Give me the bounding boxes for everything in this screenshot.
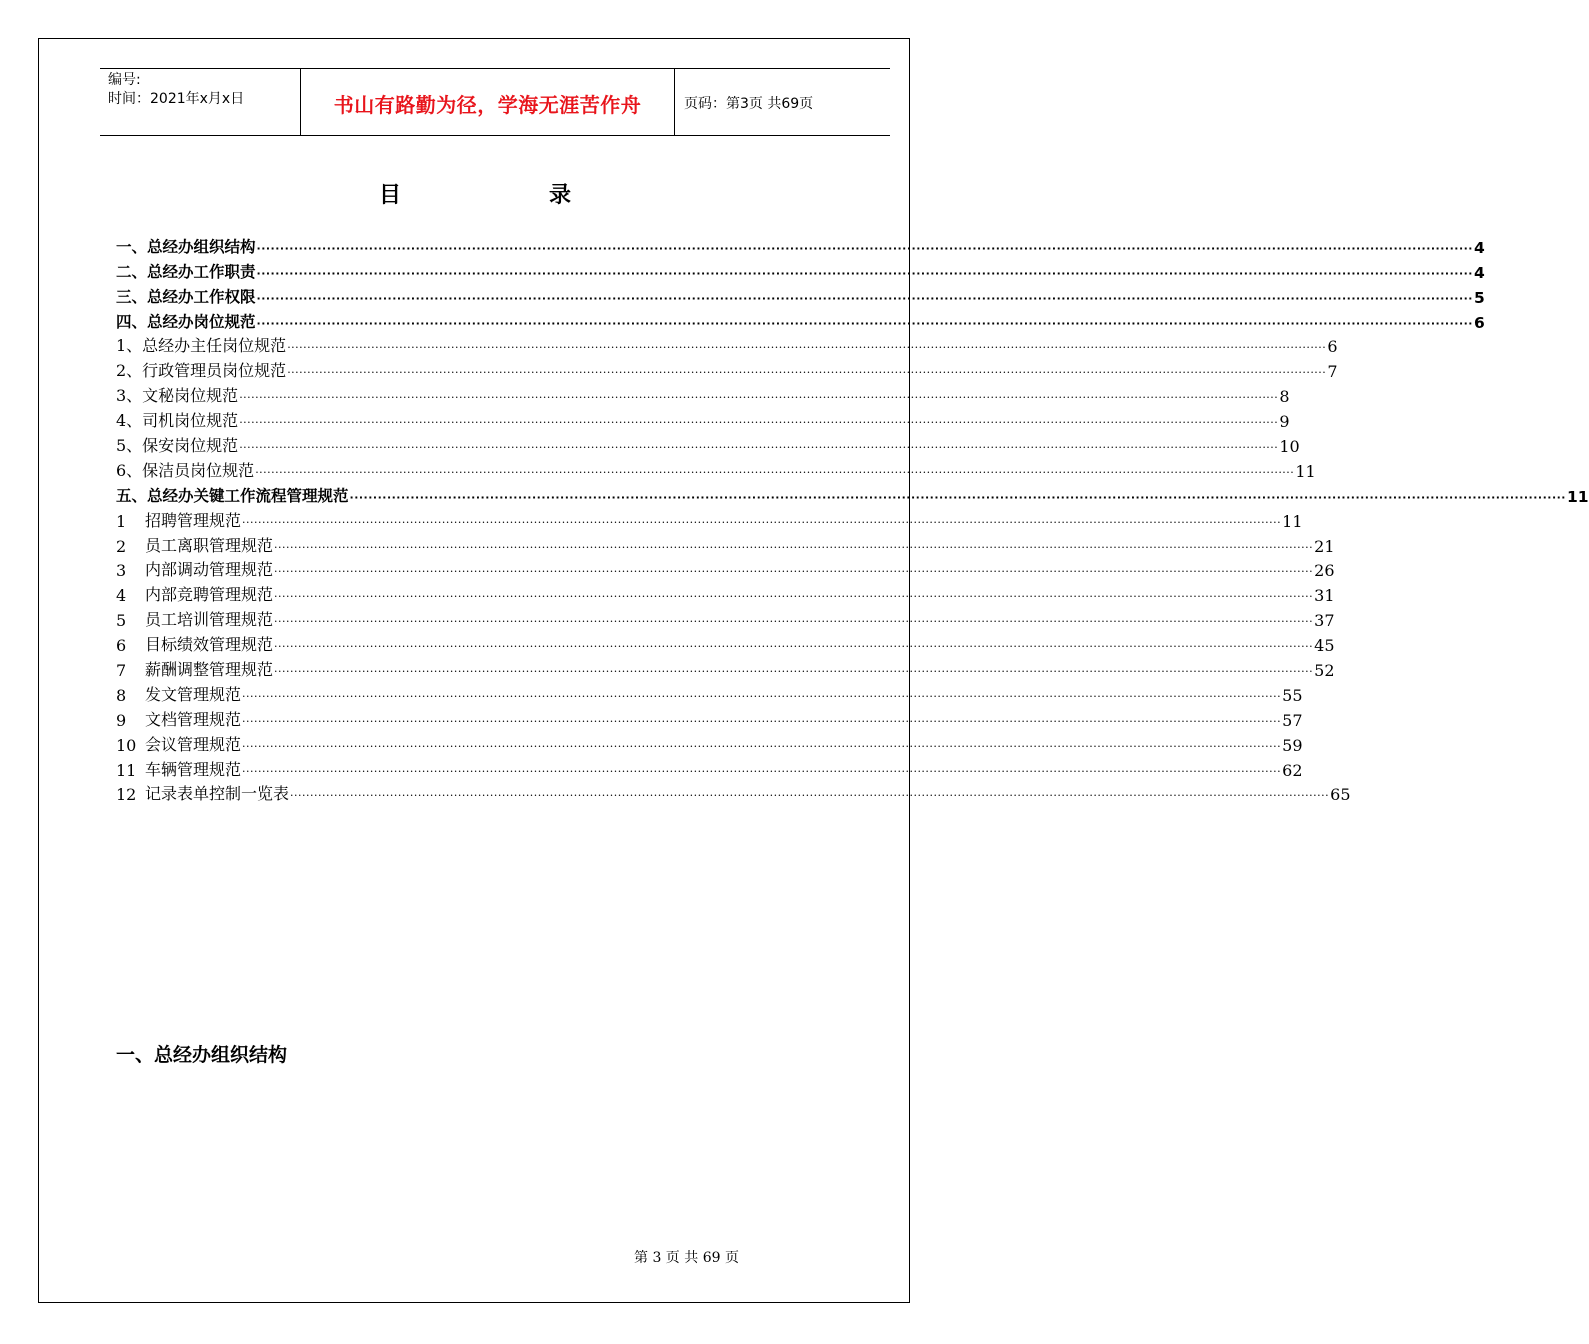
- toc-entry-label: 一、总经办组织结构: [116, 237, 256, 256]
- toc-leader-dots: ····································································································································································································································································: [274, 565, 1314, 579]
- toc-entry[interactable]: [116, 655, 1335, 681]
- toc-entry-number: 6: [116, 636, 127, 656]
- toc-entry-label: 4、司机岗位规范: [116, 411, 239, 431]
- toc-entry-page: 8: [1279, 387, 1290, 407]
- toc-entry[interactable]: [116, 630, 1335, 656]
- toc-entry-number: 1: [116, 511, 127, 531]
- toc-entry-label: 五、总经办关键工作流程管理规范: [116, 486, 349, 505]
- toc-entry-label: 记录表单控制一览表: [145, 784, 290, 804]
- toc-entry-page: 5: [1473, 288, 1485, 307]
- toc-entry-label: 文档管理规范: [145, 709, 242, 729]
- toc-title: 目录: [378, 183, 719, 208]
- toc-entry-label: 目标绩效管理规范: [145, 635, 274, 655]
- toc-entry-page: 11: [1282, 511, 1303, 531]
- toc-entry-page: 52: [1314, 661, 1335, 681]
- toc-leader-dots: ····································································································································································································································································: [242, 689, 1282, 703]
- toc-entry-page: 6: [1327, 337, 1338, 357]
- section-heading: 一、总经办组织结构: [116, 1044, 288, 1066]
- toc-entry-label: 3、文秘岗位规范: [116, 386, 239, 406]
- toc-entry[interactable]: [116, 456, 1316, 481]
- toc-entry[interactable]: [116, 257, 1485, 282]
- toc-entry-page: 57: [1282, 710, 1303, 730]
- toc-leader-dots: ····································································································································································································································································: [242, 714, 1282, 728]
- toc-entry[interactable]: [116, 381, 1290, 407]
- toc-entry-page: 7: [1327, 362, 1338, 382]
- toc-entry-page: 62: [1282, 760, 1303, 780]
- toc-leader-dots: ····································································································································································································································································: [256, 241, 1473, 255]
- header-motto: 书山有路勤为径，学海无涯苦作舟: [333, 93, 642, 117]
- toc-entry-label: 员工离职管理规范: [145, 535, 274, 555]
- toc-entry-page: 65: [1330, 785, 1351, 805]
- toc-entry-page: 11: [1566, 487, 1589, 506]
- toc-leader-dots: ····································································································································································································································································: [242, 739, 1282, 753]
- toc-entry-page: 4: [1473, 263, 1485, 282]
- toc-entry[interactable]: [116, 332, 1338, 357]
- toc-entry-page: 4: [1473, 238, 1485, 257]
- toc-entry[interactable]: [116, 431, 1300, 457]
- toc-entry-label: 三、总经办工作权限: [116, 287, 256, 306]
- toc-entry-page: 21: [1314, 536, 1335, 556]
- toc-leader-dots: ····································································································································································································································································: [242, 515, 1282, 529]
- toc-entry-number: 5: [116, 611, 127, 631]
- toc-entry-page: 6: [1473, 313, 1485, 332]
- toc-leader-dots: ····································································································································································································································································: [239, 391, 1279, 405]
- toc-entry[interactable]: [116, 755, 1303, 780]
- toc-entry-page: 37: [1314, 611, 1335, 631]
- toc-entry-label: 内部调动管理规范: [145, 560, 274, 580]
- toc-leader-dots: ····································································································································································································································································: [256, 266, 1473, 280]
- toc-entry-number: 3: [116, 561, 127, 581]
- toc-leader-dots: ····································································································································································································································································: [256, 291, 1473, 305]
- header-divider: [674, 69, 675, 135]
- toc-leader-dots: ····································································································································································································································································: [287, 366, 1327, 380]
- toc-entry-page: 45: [1314, 636, 1335, 656]
- toc-leader-dots: ····································································································································································································································································: [239, 416, 1279, 430]
- toc-entry[interactable]: [116, 556, 1335, 581]
- toc-entry[interactable]: [116, 506, 1303, 531]
- serial-label: 编号:: [108, 72, 141, 88]
- toc-entry[interactable]: [116, 307, 1485, 332]
- toc-entry-page: 26: [1314, 561, 1335, 581]
- toc-entry[interactable]: [116, 282, 1485, 307]
- toc-leader-dots: ····································································································································································································································································: [274, 615, 1314, 629]
- toc-entry-number: 7: [116, 661, 127, 681]
- header-page-label: 页码：第3页 共69页: [684, 96, 814, 112]
- toc-leader-dots: ····································································································································································································································································: [256, 316, 1473, 330]
- toc-entry-page: 11: [1295, 461, 1316, 481]
- toc-entry-number: 8: [116, 685, 127, 705]
- toc-entry-page: 31: [1314, 586, 1335, 606]
- toc-entry-number: 4: [116, 586, 127, 606]
- toc-entry[interactable]: [116, 780, 1351, 805]
- toc-entry[interactable]: [116, 680, 1303, 705]
- time-label: 时间：2021年x月x日: [108, 91, 245, 107]
- toc-entry[interactable]: [116, 356, 1338, 382]
- toc-entry-number: 9: [116, 710, 127, 730]
- toc-entry-number: 11: [116, 760, 137, 780]
- toc-entry-number: 2: [116, 536, 127, 556]
- toc-entry-label: 招聘管理规范: [145, 510, 242, 530]
- toc-entry-label: 二、总经办工作职责: [116, 262, 256, 281]
- toc-leader-dots: ····································································································································································································································································: [274, 540, 1314, 554]
- toc-entry-page: 9: [1279, 412, 1290, 432]
- toc-leader-dots: ····································································································································································································································································: [242, 764, 1282, 778]
- toc-entry-label: 6、保洁员岗位规范: [116, 460, 255, 480]
- page-footer: 第 3 页 共 69 页: [634, 1250, 739, 1266]
- toc-entry-label: 2、行政管理员岗位规范: [116, 361, 287, 381]
- toc-leader-dots: ····································································································································································································································································: [274, 640, 1314, 654]
- toc-leader-dots: ····································································································································································································································································: [274, 590, 1314, 604]
- table-of-contents: [116, 232, 1589, 805]
- toc-entry-page: 10: [1279, 437, 1300, 457]
- toc-entry-label: 薪酬调整管理规范: [145, 660, 274, 680]
- toc-entry[interactable]: [116, 481, 1589, 506]
- toc-leader-dots: ····································································································································································································································································: [274, 665, 1314, 679]
- toc-entry-label: 会议管理规范: [145, 734, 242, 754]
- toc-entry-label: 内部竞聘管理规范: [145, 585, 274, 605]
- toc-entry-number: 10: [116, 735, 137, 755]
- toc-leader-dots: ····································································································································································································································································: [255, 465, 1295, 479]
- toc-entry-label: 员工培训管理规范: [145, 610, 274, 630]
- toc-entry[interactable]: [116, 406, 1290, 432]
- toc-entry-label: 发文管理规范: [145, 684, 242, 704]
- toc-leader-dots: ····································································································································································································································································: [287, 341, 1327, 355]
- toc-entry[interactable]: [116, 232, 1485, 257]
- toc-entry[interactable]: [116, 580, 1335, 606]
- toc-entry[interactable]: [116, 730, 1303, 755]
- toc-entry-page: 55: [1282, 685, 1303, 705]
- toc-entry-label: 车辆管理规范: [145, 759, 242, 779]
- page-header: [100, 68, 890, 136]
- toc-leader-dots: ····································································································································································································································································: [349, 490, 1566, 504]
- toc-entry[interactable]: [116, 705, 1303, 730]
- header-meta: [108, 71, 244, 109]
- toc-leader-dots: ····································································································································································································································································: [290, 789, 1330, 803]
- toc-entry-label: 5、保安岗位规范: [116, 436, 239, 456]
- toc-entry[interactable]: [116, 531, 1335, 556]
- toc-entry-label: 四、总经办岗位规范: [116, 312, 256, 331]
- toc-entry[interactable]: [116, 605, 1335, 631]
- toc-entry-label: 1、总经办主任岗位规范: [116, 336, 287, 356]
- toc-entry-page: 59: [1282, 735, 1303, 755]
- toc-leader-dots: ····································································································································································································································································: [239, 441, 1279, 455]
- toc-entry-number: 12: [116, 785, 137, 805]
